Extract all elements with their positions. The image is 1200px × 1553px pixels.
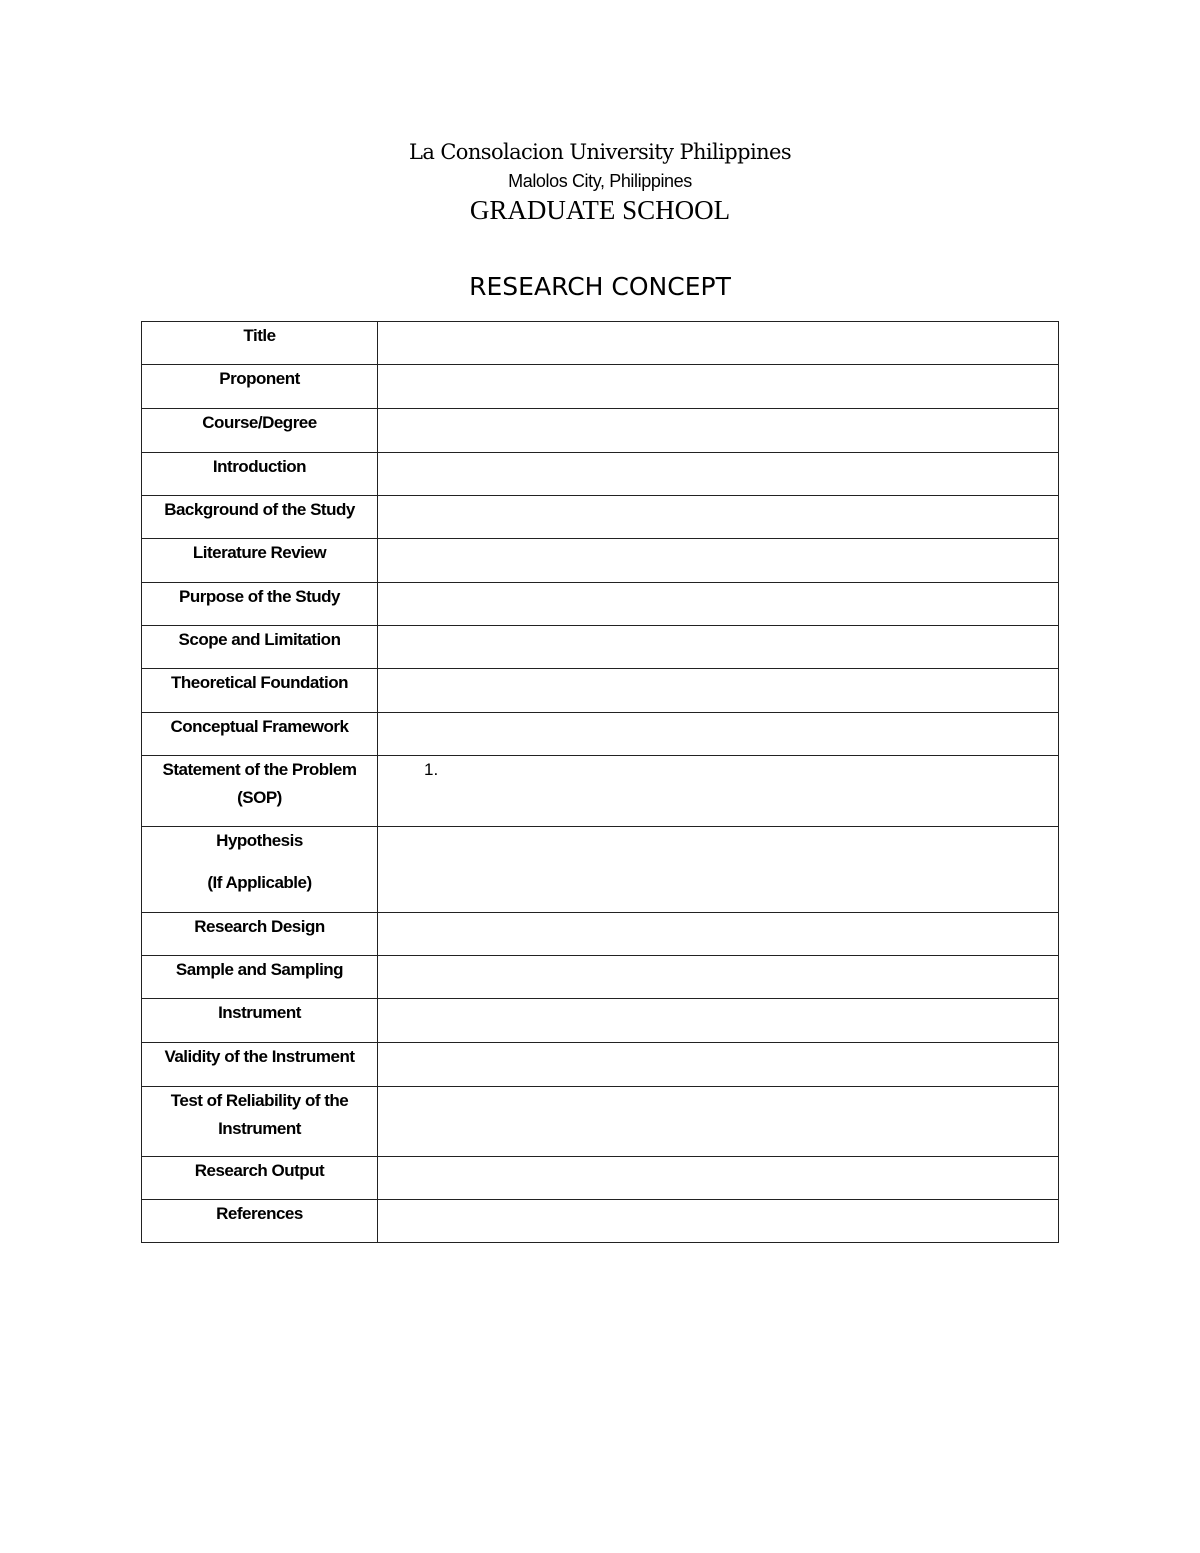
row-label-cell — [142, 539, 378, 583]
table-row — [142, 409, 1059, 453]
row-value-field[interactable] — [378, 1087, 1059, 1157]
university-city: Malolos City, Philippines — [508, 171, 692, 191]
row-value-field[interactable] — [378, 1043, 1059, 1087]
table-row — [142, 453, 1059, 496]
table-row — [142, 1087, 1059, 1157]
row-label-cell — [142, 1157, 378, 1200]
row-value-field[interactable] — [378, 1157, 1059, 1200]
row-label: Theoretical Foundation — [171, 673, 348, 692]
row-label: Research Design — [194, 917, 325, 936]
row-value-field[interactable] — [378, 496, 1059, 539]
row-label: References — [216, 1204, 303, 1223]
row-value-field[interactable] — [378, 583, 1059, 626]
row-value-field[interactable] — [378, 626, 1059, 669]
row-label-cell — [142, 496, 378, 539]
table-row — [142, 827, 1059, 913]
row-label: Scope and Limitation — [178, 630, 341, 649]
table-row — [142, 956, 1059, 999]
row-label: Hypothesis — [216, 831, 303, 850]
row-label-cell — [142, 827, 378, 913]
table-row — [142, 1200, 1059, 1243]
table-row — [142, 1157, 1059, 1200]
row-value-field[interactable] — [378, 713, 1059, 756]
table-row — [142, 913, 1059, 956]
row-label-cell — [142, 583, 378, 626]
row-value-field[interactable] — [378, 1200, 1059, 1243]
row-label-cell — [142, 1200, 378, 1243]
row-value-field[interactable] — [378, 365, 1059, 409]
row-label-cell — [142, 999, 378, 1043]
row-label: Background of the Study — [164, 500, 355, 519]
row-value-field[interactable] — [378, 322, 1059, 365]
row-label: Introduction — [212, 457, 307, 476]
form-title: RESEARCH CONCEPT — [469, 272, 731, 301]
research-concept-table — [141, 321, 1059, 1243]
row-label: Validity of the Instrument — [164, 1047, 355, 1066]
row-label: Instrument — [218, 1003, 301, 1022]
row-label-cell — [142, 713, 378, 756]
row-label: Conceptual Framework — [170, 717, 349, 736]
row-label-cell — [142, 409, 378, 453]
table-row — [142, 999, 1059, 1043]
row-label-cell — [142, 756, 378, 827]
row-sublabel: (If Applicable) — [207, 873, 312, 892]
row-label-cell — [142, 322, 378, 365]
table-row — [142, 669, 1059, 713]
row-value-field[interactable] — [378, 827, 1059, 913]
row-value-field[interactable] — [378, 999, 1059, 1043]
row-label: Test of Reliability of the Instrument — [170, 1091, 349, 1138]
row-value: 1. — [424, 760, 439, 779]
row-value-field[interactable] — [378, 409, 1059, 453]
table-row — [142, 583, 1059, 626]
row-label-cell — [142, 1087, 378, 1157]
row-label: Proponent — [219, 369, 300, 388]
row-label-cell — [142, 956, 378, 999]
row-value-field[interactable] — [378, 956, 1059, 999]
row-label: Research Output — [194, 1161, 325, 1180]
row-label-cell — [142, 365, 378, 409]
school-name: GRADUATE SCHOOL — [469, 195, 731, 225]
row-value-field[interactable] — [378, 669, 1059, 713]
row-label: Title — [243, 326, 276, 345]
row-label: Purpose of the Study — [179, 587, 340, 606]
row-label: Literature Review — [192, 543, 327, 562]
row-value-field[interactable] — [378, 453, 1059, 496]
table-row — [142, 626, 1059, 669]
table-row — [142, 1043, 1059, 1087]
university-name: La Consolacion University Philippines — [408, 140, 792, 164]
row-value-field[interactable] — [378, 756, 1059, 827]
table-row — [142, 756, 1059, 827]
table-row — [142, 496, 1059, 539]
table-row — [142, 713, 1059, 756]
row-label-cell — [142, 1043, 378, 1087]
row-label-cell — [142, 626, 378, 669]
row-value-field[interactable] — [378, 913, 1059, 956]
row-label: Statement of the Problem (SOP) — [162, 760, 357, 807]
table-row — [142, 322, 1059, 365]
row-label-cell — [142, 913, 378, 956]
row-label-cell — [142, 669, 378, 713]
table-row — [142, 539, 1059, 583]
row-value-field[interactable] — [378, 539, 1059, 583]
table-row — [142, 365, 1059, 409]
row-label: Sample and Sampling — [175, 960, 344, 979]
row-label-cell — [142, 453, 378, 496]
row-label: Course/Degree — [202, 413, 317, 432]
